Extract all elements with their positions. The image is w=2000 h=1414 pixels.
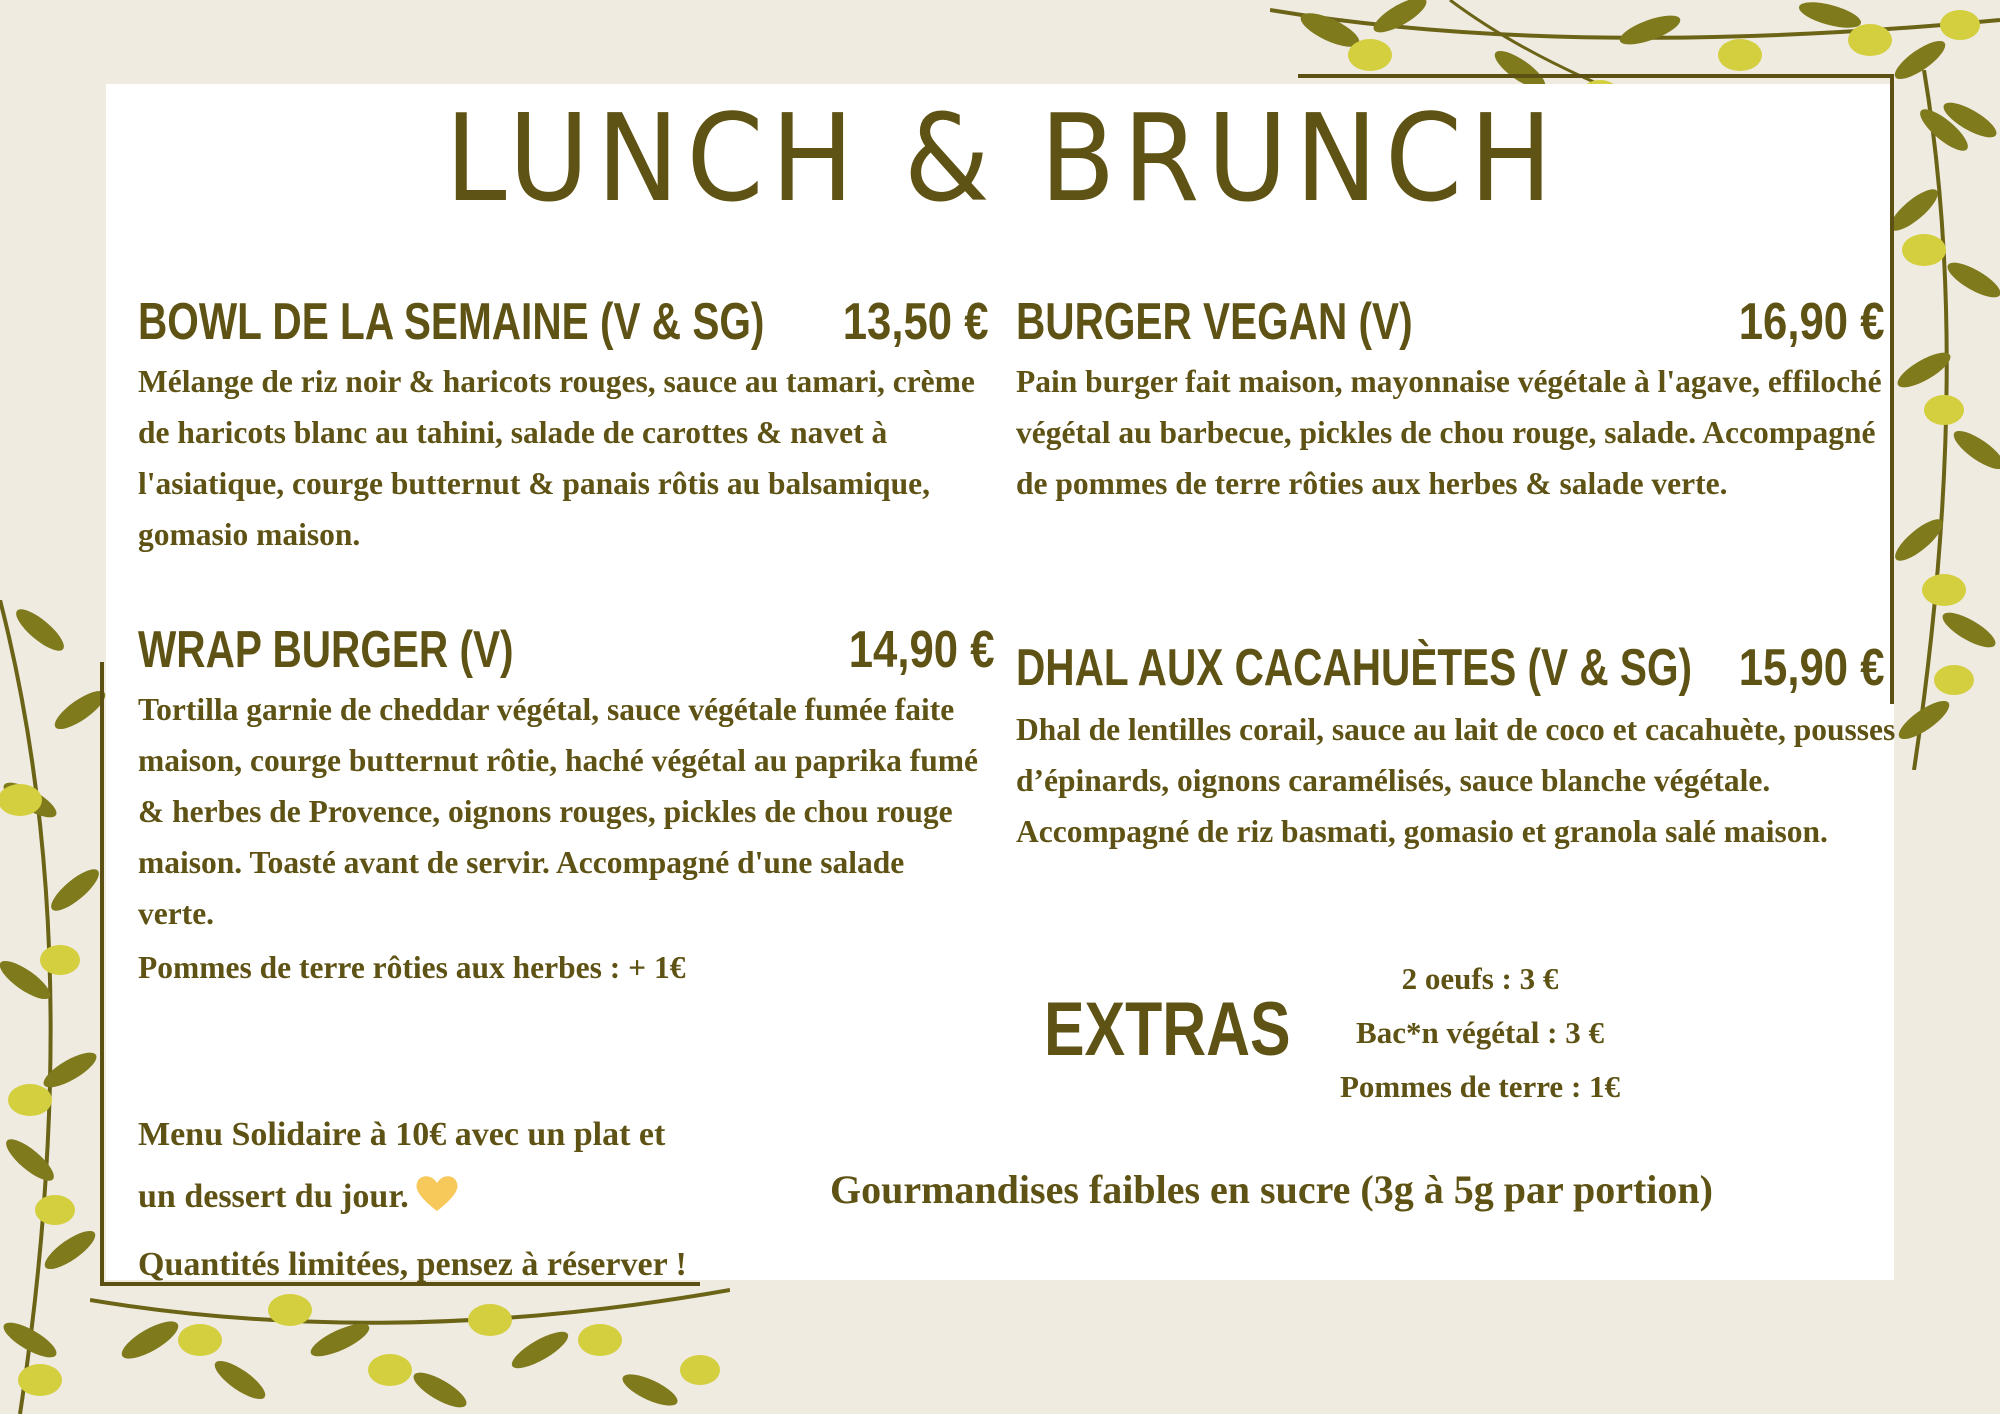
solidarity-line-3: Quantités limitées, pensez à réserver ! bbox=[138, 1246, 687, 1283]
dish-supplement-wrap-burger: Pommes de terre rôties aux herbes : + 1€ bbox=[138, 950, 686, 985]
solidarity-line-1: Menu Solidaire à 10€ avec un plat et bbox=[138, 1116, 666, 1153]
extras-item-bacon: Bac*n végétal : 3 € bbox=[1356, 1015, 1604, 1050]
title-ampersand: & bbox=[903, 90, 998, 229]
solidarity-line-2: un dessert du jour. bbox=[138, 1178, 409, 1215]
dish-price-wrap-burger: 14,90 € bbox=[848, 621, 994, 679]
yellow-heart-icon bbox=[415, 1172, 459, 1234]
dish-description-bowl: Mélange de riz noir & haricots rouges, sauce au tamari, crème de haricots blanc au tahini, salade de carottes & navet à l'asiatique, courge butternut & panais rôtis au balsamique, gomasio maison. bbox=[138, 364, 975, 552]
dish-name-dhal: DHAL AUX CACAHUÈTES (V & SG) bbox=[1016, 639, 1693, 697]
frame-line-left bbox=[100, 662, 104, 1284]
sugar-note: Gourmandises faibles en sucre (3g à 5g par portion) bbox=[830, 1167, 1713, 1212]
frame-line-top-right bbox=[1298, 74, 1894, 78]
dish-name-bowl: BOWL DE LA SEMAINE (V & SG) bbox=[138, 293, 765, 351]
extras-title: EXTRAS bbox=[1044, 987, 1291, 1072]
solidarity-line-2-row bbox=[138, 1166, 838, 1234]
olive-branch-bottom bbox=[90, 1280, 730, 1414]
extras-item-potatoes: Pommes de terre : 1€ bbox=[1339, 1069, 1621, 1104]
dish-description-dhal: Dhal de lentilles corail, sauce au lait de coco et cacahuète, pousses d’épinards, oignons caramélisés, sauce blanche végétale. Accompagné de riz basmati, gomasio et granola salé maison. bbox=[1016, 712, 1896, 849]
extras-item-eggs: 2 oeufs : 3 € bbox=[1401, 961, 1559, 996]
dish-name-wrap-burger: WRAP BURGER (V) bbox=[138, 621, 514, 679]
dish-price-dhal: 15,90 € bbox=[1738, 639, 1884, 697]
dish-name-burger-vegan: BURGER VEGAN (V) bbox=[1016, 293, 1413, 351]
dish-description-wrap-burger: Tortilla garnie de cheddar végétal, sauce végétale fumée faite maison, courge butternut rôtie, haché végétal au paprika fumé & herbes de Provence, oignons rouges, pickles de chou rouge maison. Toasté avant de servir. Accompagné d'une salade verte. bbox=[138, 692, 978, 931]
solidarity-note bbox=[138, 1104, 838, 1296]
title-brunch: BRUNCH bbox=[1039, 90, 1560, 229]
dish-price-burger-vegan: 16,90 € bbox=[1738, 293, 1884, 351]
dish-description-burger-vegan: Pain burger fait maison, mayonnaise végétale à l'agave, effiloché végétal au barbecue, pickles de chou rouge, salade. Accompagné de pommes de terre rôties aux herbes & salade verte. bbox=[1016, 364, 1882, 501]
extras-list bbox=[1280, 952, 1680, 1114]
dish-price-bowl: 13,50 € bbox=[842, 293, 988, 351]
title-lunch: LUNCH bbox=[445, 90, 862, 229]
menu-title bbox=[82, 90, 1922, 229]
